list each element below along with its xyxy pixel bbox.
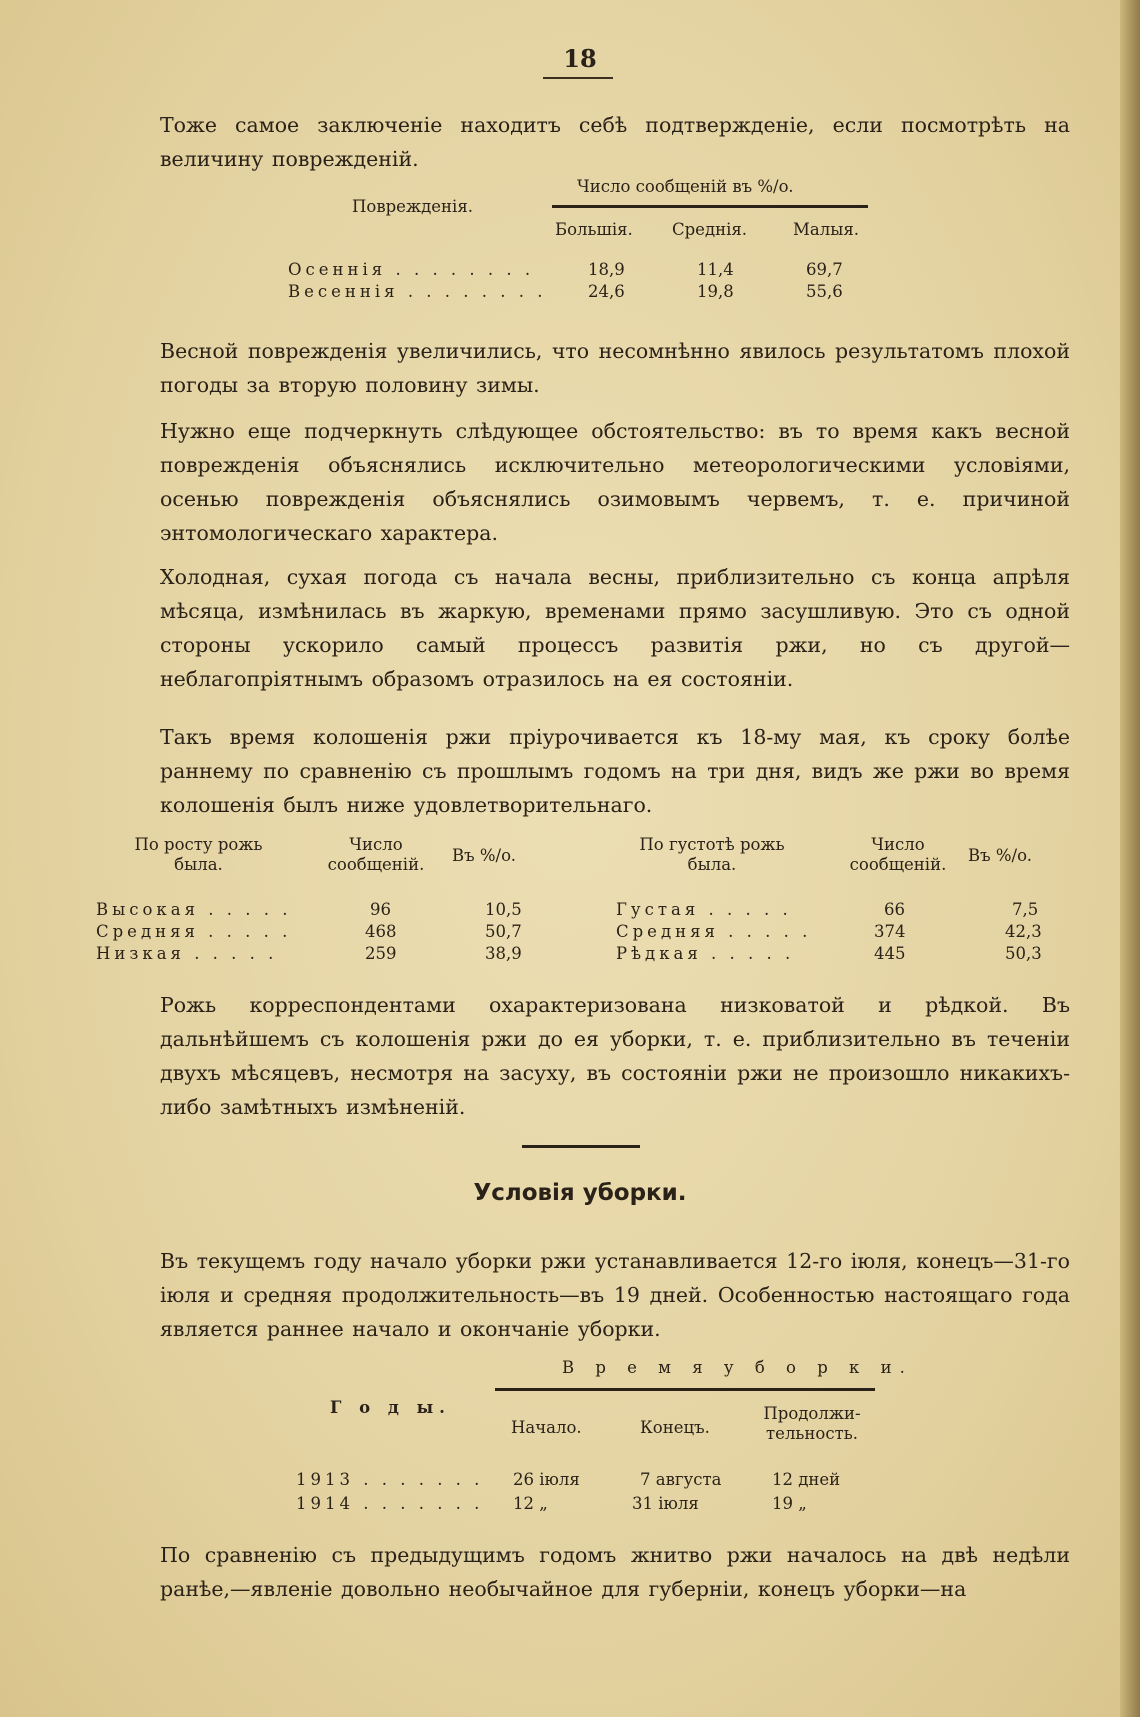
growth-header-count: Число сообщеній. [327,835,425,874]
growth-header-pct: Въ %/o. [452,846,516,865]
density-row-count: 445 [874,944,906,963]
growth-header-label: По росту рожь была. [134,835,263,874]
page-number: 18 [563,44,597,73]
growth-row-label: Высокая . . . . . [96,900,292,919]
paragraph-1: Тоже самое заключеніе находитъ себѣ подтвержденіе, если посмотрѣть на величину поврежденій. [160,113,1070,171]
growth-row-pct: 10,5 [485,900,522,919]
paragraph-2-block [160,334,1070,402]
harvest-row-label: 1914 . . . . . . . [296,1494,484,1513]
density-row-pct: 50,3 [1005,944,1042,963]
paragraph-4: Холодная, сухая погода съ начала весны, приблизительно съ конца апрѣля мѣсяца, измѣнилась въ жаркую, временами прямо засушливую. Это съ одной стороны ускорило самый процессъ развитія ржи, но съ другой—неблагопріятнымъ образомъ отразилось на ея состояніи. [160,565,1070,691]
harvest-row-value: 19 „ [772,1494,807,1513]
density-row-label: Средняя . . . . . [616,922,812,941]
harvest-row-value: 12 „ [513,1494,548,1513]
harvest-col-2: Продолжи-тельность. [763,1404,861,1443]
page-number-underline [543,77,613,79]
growth-row-count: 468 [365,922,397,941]
section-title: Условія уборки. [473,1180,687,1206]
density-row-pct: 7,5 [1012,900,1039,919]
harvest-col-0: Начало. [511,1418,582,1437]
harvest-table-brace [495,1388,875,1391]
damage-row-value: 55,6 [806,282,843,301]
harvest-row-value: 12 дней [772,1470,841,1489]
damage-table-col-0: Большія. [555,220,633,239]
paragraph-7-block [160,1244,1070,1346]
damage-table-col-1: Среднія. [672,220,748,239]
density-header-count: Число сообщеній. [849,835,947,874]
damage-table-row-header: Поврежденія. [352,197,473,216]
damage-row-value: 11,4 [697,260,734,279]
damage-table-brace [552,205,868,208]
growth-row-count: 259 [365,944,397,963]
damage-row-value: 19,8 [697,282,734,301]
paragraph-6-block [160,988,1070,1124]
growth-row-label: Средняя . . . . . [96,922,292,941]
paragraph-5: Такъ время колошенія ржи пріурочивается къ 18-му мая, къ сроку болѣе раннему по сравненію съ прошлымъ годомъ на три дня, видъ же ржи во время колошенія былъ ниже удовлетворительнаго. [160,725,1070,817]
density-row-pct: 42,3 [1005,922,1042,941]
density-header-pct: Въ %/o. [968,846,1032,865]
harvest-group-header: В р е м я у б о р к и. [562,1358,913,1377]
density-row-count: 374 [874,922,906,941]
density-row-label: Густая . . . . . [616,900,792,919]
growth-row-pct: 50,7 [485,922,522,941]
paragraph-4-block [160,560,1070,696]
paragraph-2: Весной поврежденія увеличились, что несомнѣнно явилось результатомъ плохой погоды за вторую половину зимы. [160,339,1070,397]
harvest-row-value: 7 августа [640,1470,722,1489]
paragraph-6: Рожь корреспондентами охарактеризована низковатой и рѣдкой. Въ дальнѣйшемъ съ колошенія ржи до ея уборки, т. е. приблизительно въ теченіи двухъ мѣсяцевъ, несмотря на засуху, въ состояніи ржи не произошло никакихъ-либо замѣтныхъ измѣненій. [160,993,1070,1119]
paragraph-5-block [160,720,1070,822]
growth-row-pct: 38,9 [485,944,522,963]
damage-table-group-header: Число сообщеній въ %/o. [577,177,794,196]
page-spine-shadow [1120,0,1140,1717]
density-header-label: По густотѣ рожь была. [639,835,785,874]
harvest-col-1: Конецъ. [640,1418,710,1437]
damage-row-label: Осеннія . . . . . . . . [288,260,535,279]
paragraph-3-block [160,414,1070,550]
damage-row-value: 24,6 [588,282,625,301]
damage-row-value: 69,7 [806,260,843,279]
density-row-label: Рѣдкая . . . . . [616,944,795,963]
density-row-count: 66 [884,900,905,919]
harvest-row-header: Г о д ы. [330,1398,451,1417]
harvest-row-value: 26 іюля [513,1470,580,1489]
damage-row-value: 18,9 [588,260,625,279]
damage-row-label: Весеннія . . . . . . . . [288,282,547,301]
paragraph-1-block [160,108,1070,176]
damage-table-col-2: Малыя. [793,220,859,239]
growth-row-label: Низкая . . . . . [96,944,278,963]
paragraph-8: По сравненію съ предыдущимъ годомъ жнитво ржи началось на двѣ недѣли ранѣе,—явленіе довольно необычайное для губерніи, конецъ уборки—на [160,1543,1070,1601]
harvest-row-value: 31 іюля [632,1494,699,1513]
growth-row-count: 96 [370,900,391,919]
section-divider [522,1145,640,1148]
paragraph-3: Нужно еще подчеркнуть слѣдующее обстоятельство: въ то время какъ весной поврежденія объяснялись исключительно метеорологическими условіями, осенью поврежденія объяснялись озимовымъ червемъ, т. е. причиной энтомологическаго характера. [160,419,1070,545]
paragraph-8-block [160,1538,1070,1606]
harvest-row-label: 1913 . . . . . . . [296,1470,484,1489]
paragraph-7: Въ текущемъ году начало уборки ржи устанавливается 12-го іюля, конецъ—31-го іюля и средняя продолжительность—въ 19 дней. Особенностью настоящаго года является раннее начало и окончаніе уборки. [160,1249,1070,1341]
